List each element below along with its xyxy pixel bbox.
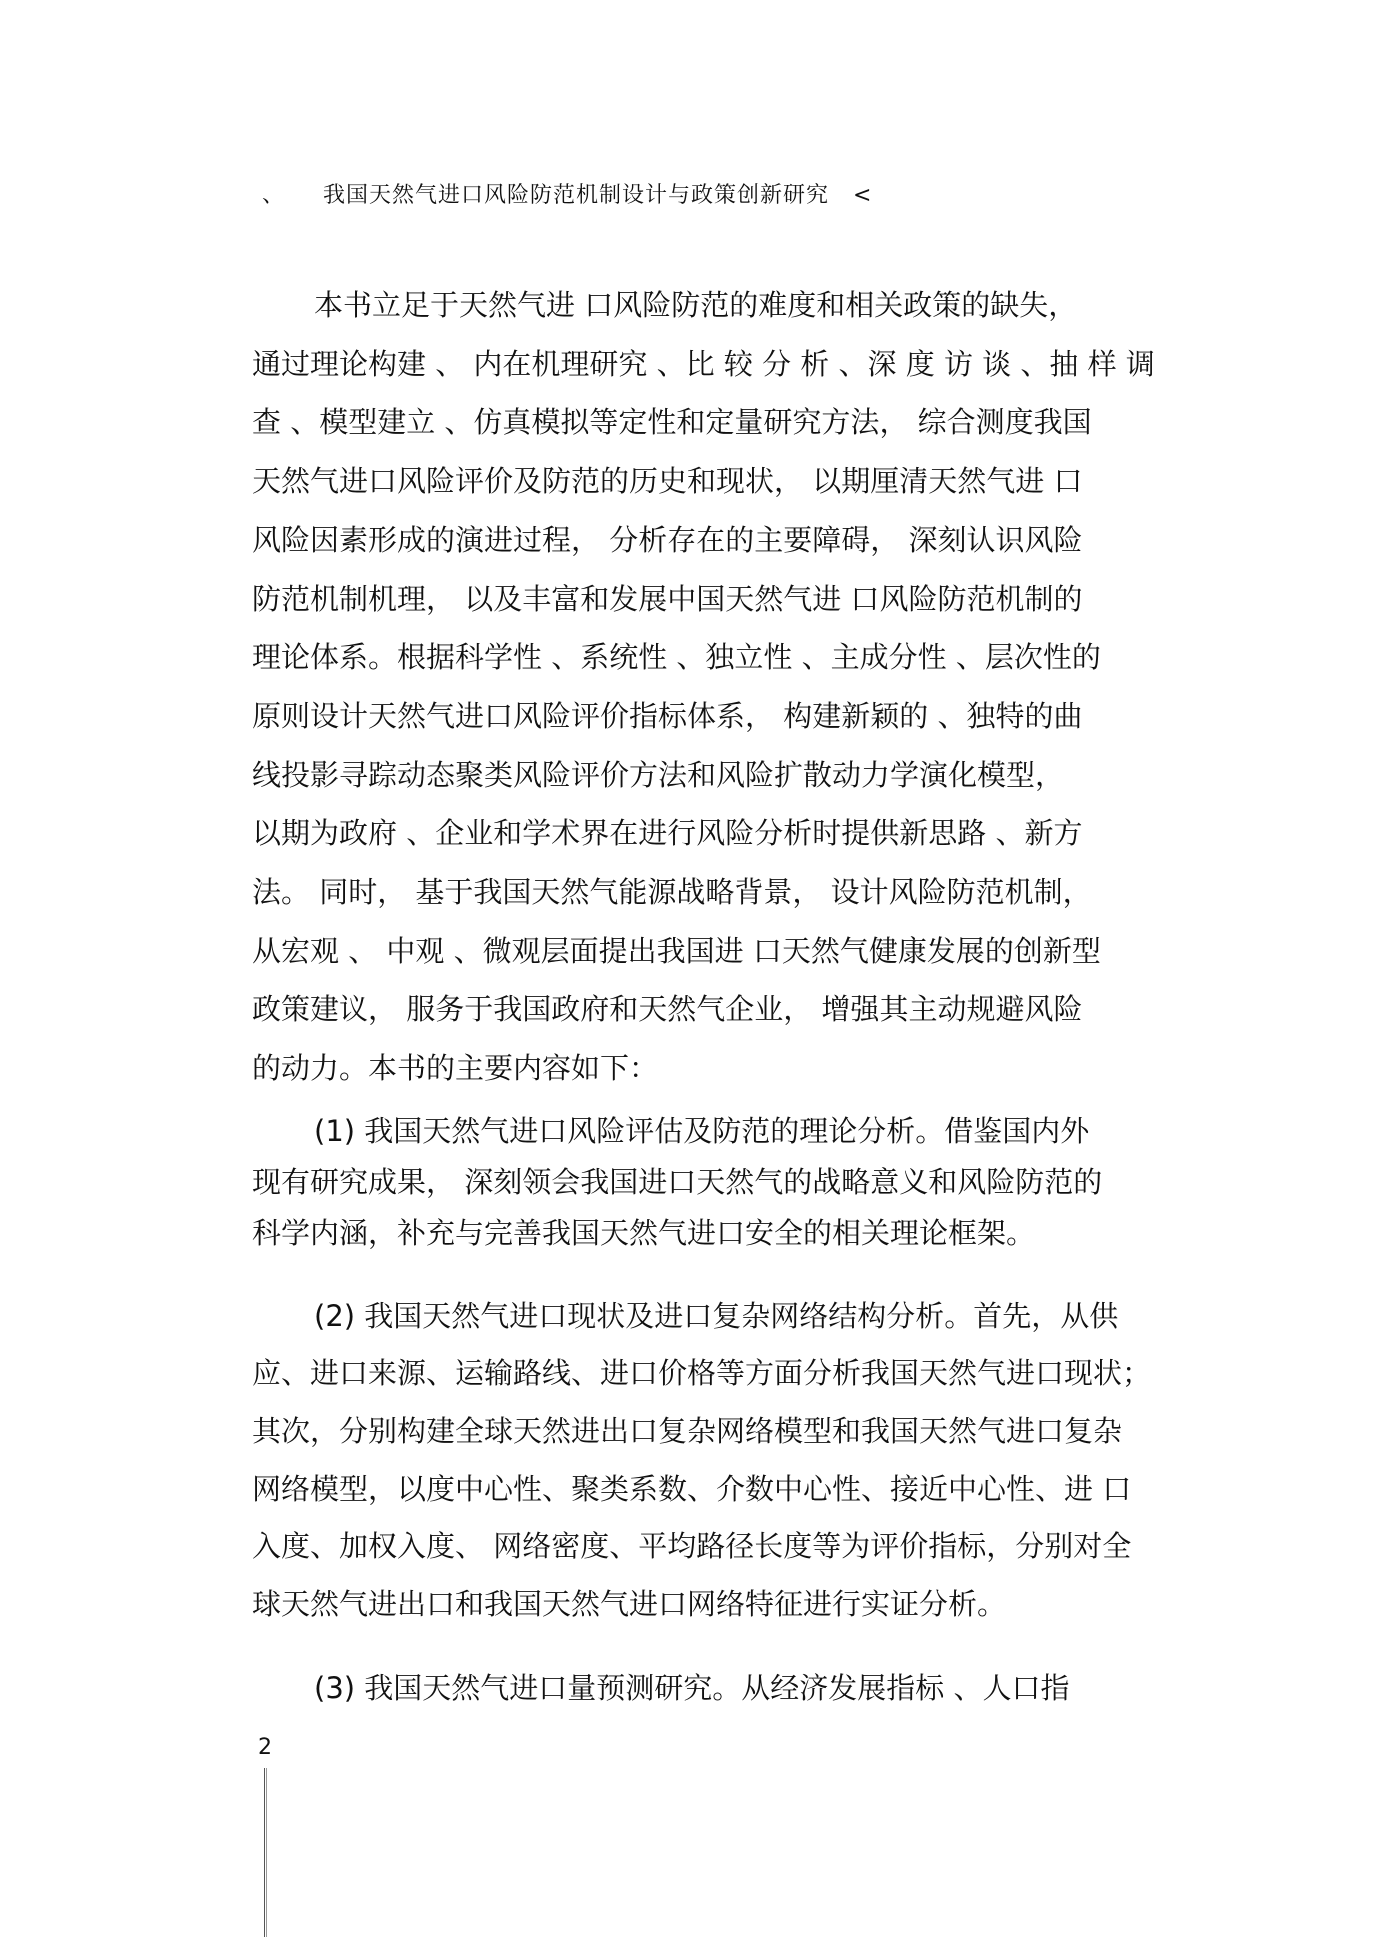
text-line: 其次，分别构建全球天然进出口复杂网络模型和我国天然气进口复杂 xyxy=(252,1414,1123,1449)
text-line: 从宏观 、 中观 、微观层面提出我国进 口天然气健康发展的创新型 xyxy=(252,933,1101,968)
text-line: 本书立足于天然气进 口风险防范的难度和相关政策的缺失， xyxy=(314,288,1078,322)
running-header xyxy=(262,178,872,209)
paragraph-item-2 xyxy=(252,1288,1152,1634)
text-line: 入度、加权入度、 网络密度、平均路径长度等为评价指标，分别对全 xyxy=(252,1529,1132,1564)
text-line: 法。 同时， 基于我国天然气能源战略背景， 设计风险防范机制， xyxy=(252,875,1092,910)
text-line: 现有研究成果， 深刻领会我国进口天然气的战略意义和风险防范的 xyxy=(252,1164,1103,1199)
text-line: 天然气进口风险评价及防范的历史和现状， 以期厘清天然气进 口 xyxy=(252,464,1083,499)
text-line: 球天然气进出口和我国天然气进口网络特征进行实证分析。 xyxy=(252,1586,1007,1621)
header-right-mark: < xyxy=(853,183,873,208)
text-line: 科学内涵，补充与完善我国天然气进口安全的相关理论框架。 xyxy=(252,1215,1036,1250)
text-line: 原则设计天然气进口风险评价指标体系， 构建新颖的 、独特的曲 xyxy=(252,698,1083,733)
text-line: 防范机制机理， 以及丰富和发展中国天然气进 口风险防范机制的 xyxy=(252,581,1083,616)
page-number: 2 xyxy=(258,1735,272,1760)
margin-rule xyxy=(264,1768,267,1937)
text-line: 通过理论构建 、 内在机理研究 、比 较 分 析 、深 度 访 谈 、抽 样 调 xyxy=(252,346,1155,381)
text-line: 查 、模型建立 、仿真模拟等定性和定量研究方法， 综合测度我国 xyxy=(252,405,1092,440)
text-line: 理论体系。根据科学性 、系统性 、独立性 、主成分性 、层次性的 xyxy=(252,640,1101,675)
header-title: 我国天然气进口风险防范机制设计与政策创新研究 xyxy=(323,183,830,208)
paragraph-intro xyxy=(252,276,1155,1098)
text-line: (2) 我国天然气进口现状及进口复杂网络结构分析。首先，从供 xyxy=(314,1298,1119,1333)
main-text xyxy=(252,276,1155,1717)
text-line: (1) 我国天然气进口风险评估及防范的理论分析。借鉴国内外 xyxy=(314,1113,1090,1148)
header-left-mark: 、 xyxy=(262,183,286,208)
text-line: 风险因素形成的演进过程， 分析存在的主要障碍， 深刻认识风险 xyxy=(252,522,1083,557)
text-line: 以期为政府 、企业和学术界在进行风险分析时提供新思路 、新方 xyxy=(252,816,1083,851)
text-line: 应、进口来源、运输路线、进口价格等方面分析我国天然气进口现状； xyxy=(252,1356,1152,1391)
text-line: (3) 我国天然气进口量预测研究。从经济发展指标 、人口指 xyxy=(314,1671,1070,1706)
text-line: 的动力。本书的主要内容如下： xyxy=(252,1051,659,1086)
text-line: 线投影寻踪动态聚类风险评价方法和风险扩散动力学演化模型， xyxy=(252,757,1065,792)
text-line: 网络模型，以度中心性、聚类系数、介数中心性、接近中心性、进 口 xyxy=(252,1471,1132,1506)
paragraph-item-1 xyxy=(252,1106,1142,1259)
text-line: 政策建议， 服务于我国政府和天然气企业， 增强其主动规避风险 xyxy=(252,992,1083,1027)
paragraph-item-3 xyxy=(252,1659,1142,1717)
